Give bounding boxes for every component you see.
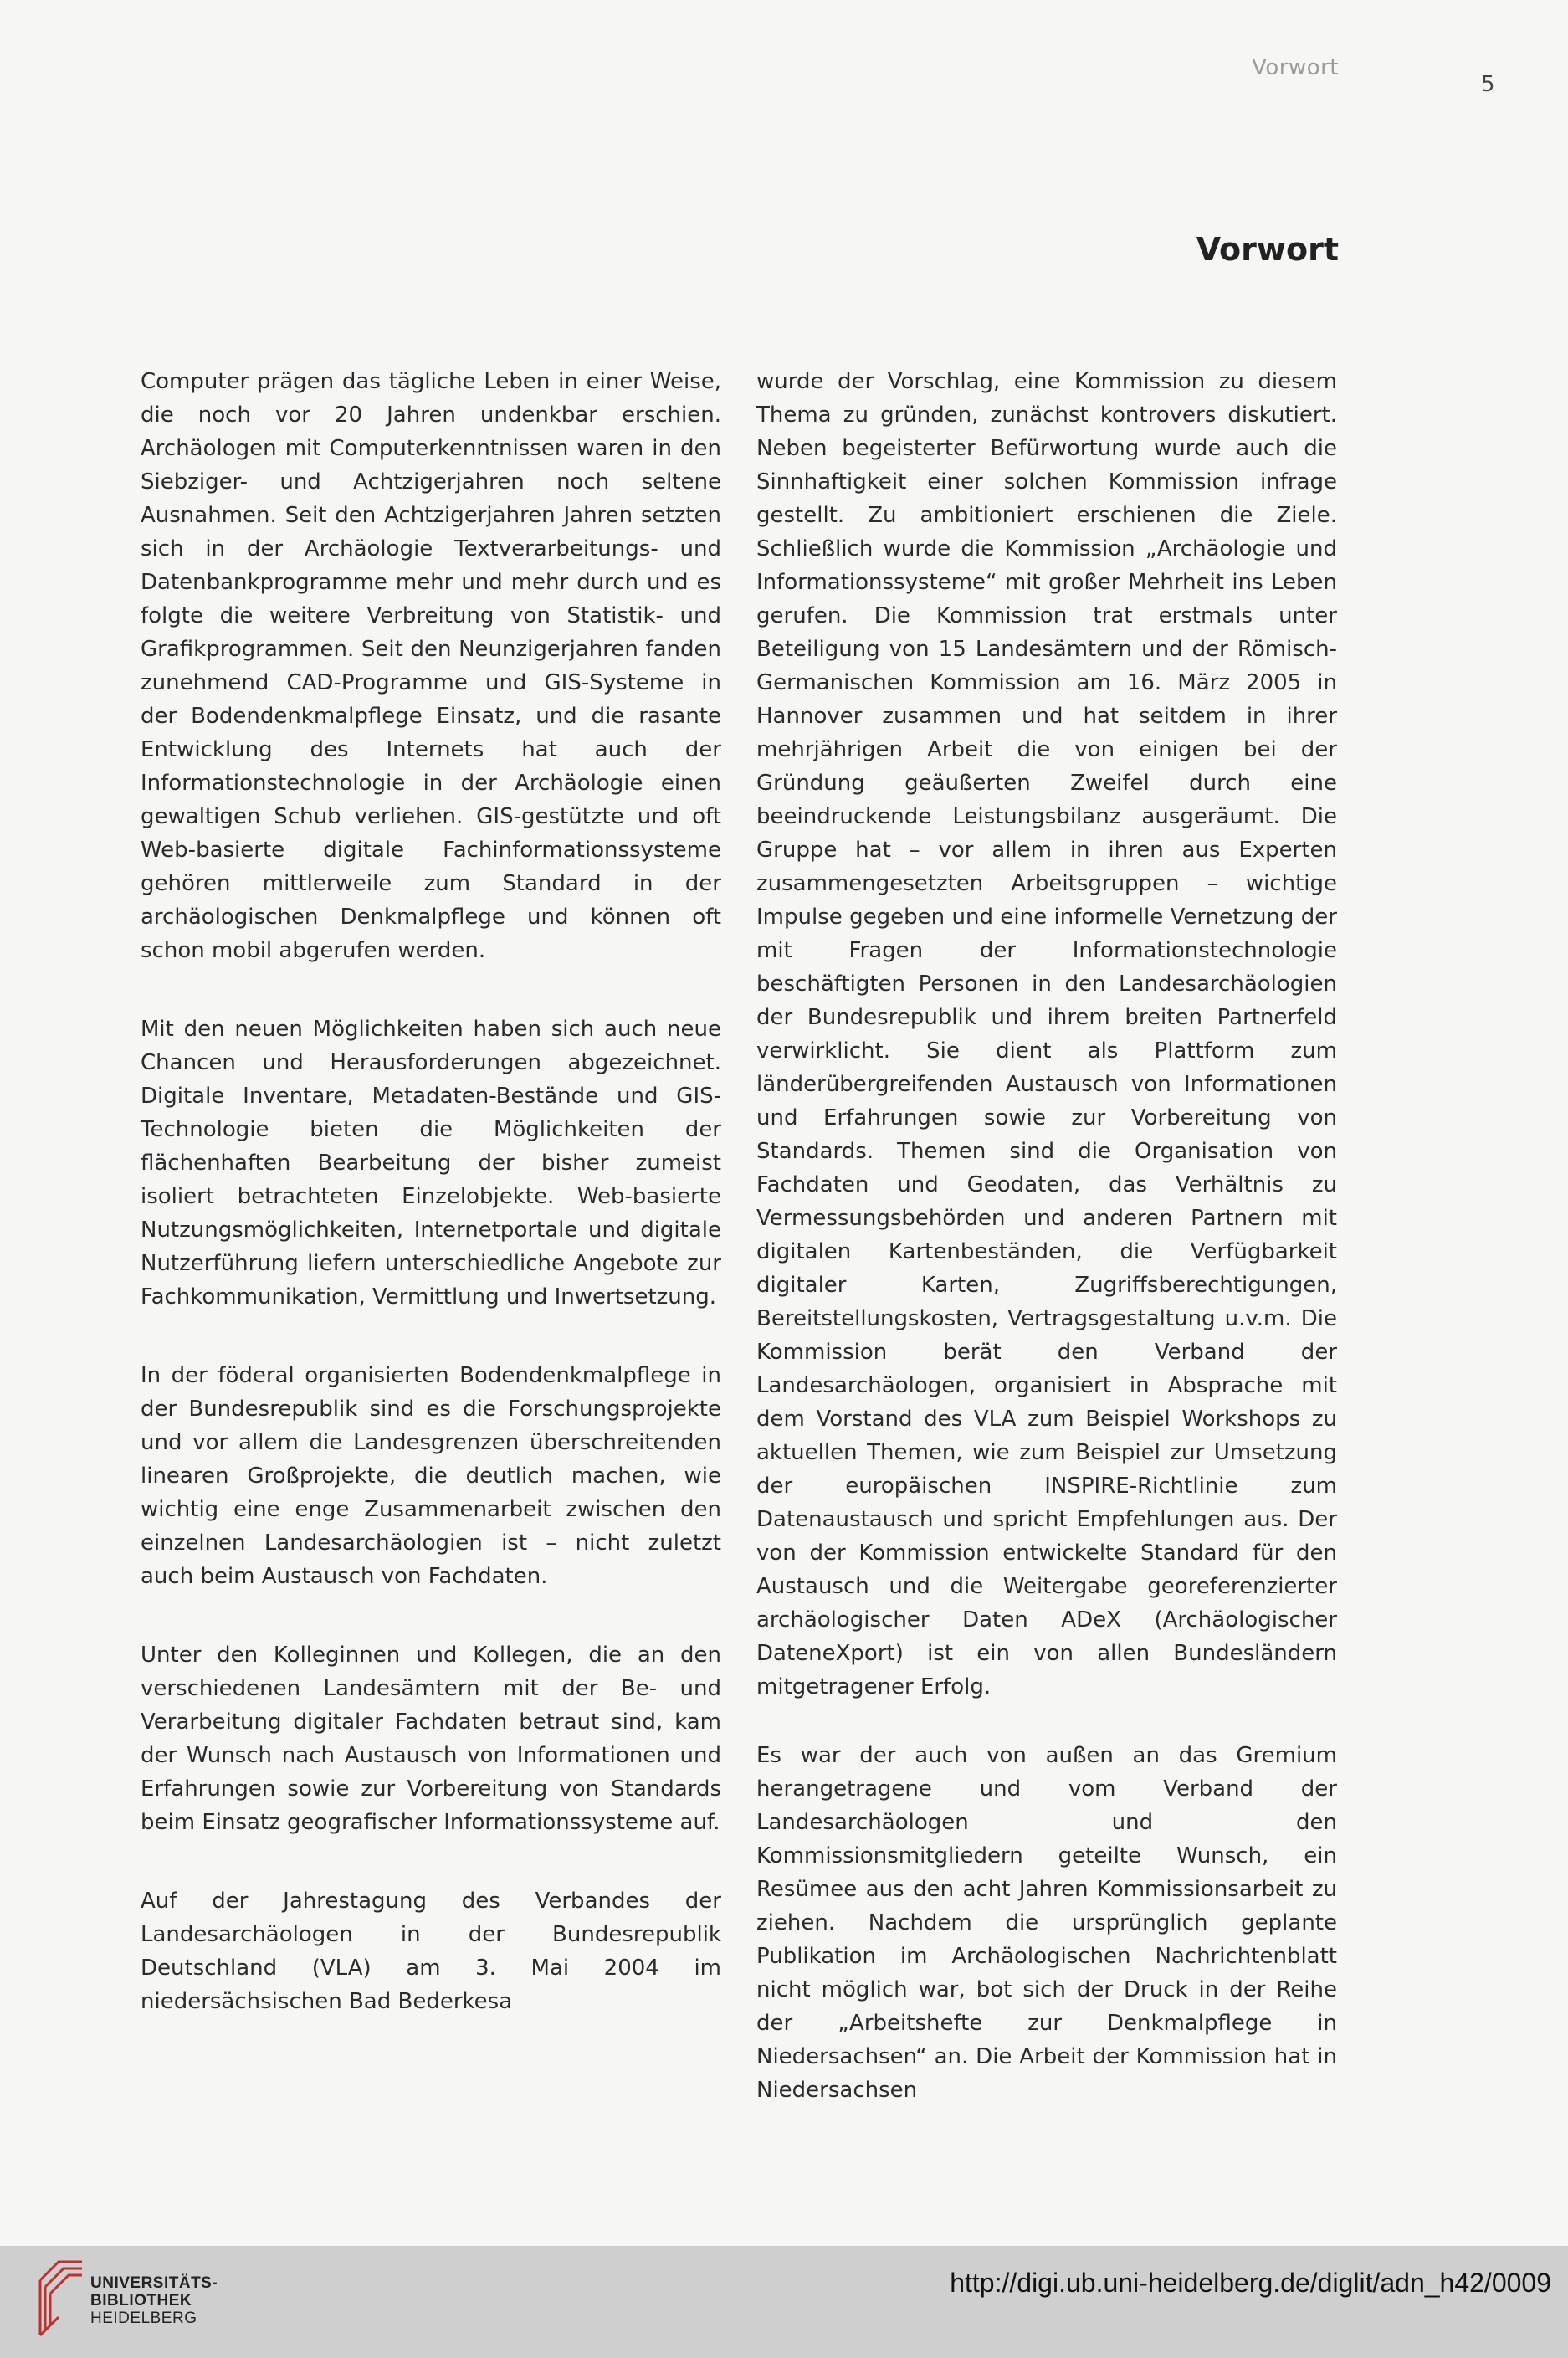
ub-heidelberg-logo-icon [33, 2255, 97, 2342]
right-column [756, 365, 1337, 2107]
source-url[interactable]: http://digi.ub.uni-heidelberg.de/diglit/adn_h42/0009 [950, 2268, 1551, 2298]
logo-line: BIBLIOTHEK [90, 2292, 192, 2309]
paragraph: Unter den Kolleginnen und Kollegen, die an den verschiedenen Landesämtern mit der Be- und Verarbeitung digitaler Fachdaten betraut sind, kam der Wunsch nach Austausch von Informationen und Erfahrungen sowie zur Vorbereitung von Standards beim Einsatz geografischer Informationssysteme auf. [141, 1643, 721, 1835]
logo-line: HEIDELBERG [90, 2309, 197, 2327]
paragraph: Auf der Jahrestagung des Verbandes der Landesarchäologen in der Bundesrepublik Deutschland (VLA) am 3. Mai 2004 im niedersächsischen Bad Bederkesa [141, 1889, 721, 2014]
paragraph: Es war der auch von außen an das Gremium herangetragene und vom Verband der Landesarchäologen und den Kommissionsmitgliedern geteilte Wunsch, ein Resümee aus den acht Jahren Kommissionsarbeit zu ziehen. Nachdem die ursprünglich geplante Publikation im Archäologischen Nachrichtenblatt nicht möglich war, bot sich der Druck in der Reihe der „Arbeitshefte zur Denkmalpflege in Niedersachsen“ an. Die Arbeit der Kommission hat in Niedersachsen [756, 1743, 1337, 2103]
running-head: Vorwort [1252, 55, 1339, 80]
logo-line: UNIVERSITÄTS- [90, 2274, 218, 2292]
paragraph: wurde der Vorschlag, eine Kommission zu diesem Thema zu gründen, zunächst kontrovers diskutiert. Neben begeisterter Befürwortung wurde auch die Sinnhaftigkeit einer solchen Kommission infrage gestellt. Zu ambitioniert erschienen die Ziele. Schließlich wurde die Kommission „Archäologie und Informationssysteme“ mit großer Mehrheit ins Leben gerufen. Die Kommission trat erstmals unter Beteiligung von 15 Landesämtern und der Römisch-Germanischen Kommission am 16. März 2005 in Hannover zusammen und hat seitdem in ihrer mehrjährigen Arbeit die von einigen bei der Gründung geäußerten Zweifel durch eine beeindruckende Leistungsbilanz ausgeräumt. Die Gruppe hat – vor allem in ihren aus Experten zusammengesetzten Arbeitsgruppen – wichtige Impulse gegeben und eine informelle Vernetzung der mit Fragen der Informationstechnologie beschäftigten Personen in den Landesarchäologien der Bundesrepublik und ihrem breiten Partnerfeld verwirklicht. Sie dient als Plattform zum länderübergreifenden Austausch von Informationen und Erfahrungen sowie zur Vorbereitung von Standards. Themen sind die Organisation von Fachdaten und Geodaten, das Verhältnis zu Vermessungsbehörden und anderen Partnern mit digitalen Kartenbeständen, die Verfügbarkeit digitaler Karten, Zugriffsberechtigungen, Bereitstellungskosten, Vertragsgestaltung u.v.m. Die Kommission berät den Verband der Landesarchäologen, organisiert in Absprache mit dem Vorstand des VLA zum Beispiel Workshops zu aktuellen Themen, wie zum Beispiel zur Umsetzung der europäischen INSPIRE-Richtlinie zum Datenaustausch und spricht Empfehlungen aus. Der von der Kommission entwickelte Standard für den Austausch und die Weitergabe georeferenzierter archäologischer Daten ADeX (Archäologischer DateneXport) ist ein von allen Bundesländern mitgetragener Erfolg. [756, 369, 1337, 1699]
left-column [141, 365, 721, 2018]
paragraph: Computer prägen das tägliche Leben in einer Weise, die noch vor 20 Jahren undenkbar erschien. Archäologen mit Computerkenntnissen waren in den Siebziger- und Achtzigerjahren noch seltene Ausnahmen. Seit den Achtzigerjahren Jahren setzten sich in der Archäologie Textverarbeitungs- und Datenbankprogramme mehr und mehr durch und es folgte die weitere Verbreitung von Statistik- und Grafikprogrammen. Seit den Neunzigerjahren fanden zunehmend CAD-Programme und GIS-Systeme in der Bodendenkmalpflege Einsatz, und die rasante Entwicklung des Internets hat auch der Informationstechnologie in der Archäologie einen gewaltigen Schub verliehen. GIS-gestützte und oft Web-basierte digitale Fachinformationssysteme gehören mittlerweile zum Standard in der archäologischen Denkmalpflege und können oft schon mobil abgerufen werden. [141, 369, 721, 963]
footer-band [0, 2246, 1568, 2358]
page-number: 5 [1481, 72, 1495, 97]
library-logo-text [90, 2274, 218, 2327]
paragraph: In der föderal organisierten Bodendenkmalpflege in der Bundesrepublik sind es die Forschungsprojekte und vor allem die Landesgrenzen überschreitenden linearen Großprojekte, die deutlich machen, wie wichtig eine enge Zusammenarbeit zwischen den einzelnen Landesarchäologien ist – nicht zuletzt auch beim Austausch von Fachdaten. [141, 1363, 721, 1589]
paragraph: Mit den neuen Möglichkeiten haben sich auch neue Chancen und Herausforderungen abgezeichnet. Digitale Inventare, Metadaten-Bestände und GIS-Technologie bieten die Möglichkeiten der flächenhaften Bearbeitung der bisher zumeist isoliert betrachteten Einzelobjekte. Web-basierte Nutzungsmöglichkeiten, Internetportale und digitale Nutzerführung liefern unterschiedliche Angebote zur Fachkommunikation, Vermittlung und Inwertsetzung. [141, 1017, 721, 1310]
section-title: Vorwort [1196, 231, 1339, 268]
